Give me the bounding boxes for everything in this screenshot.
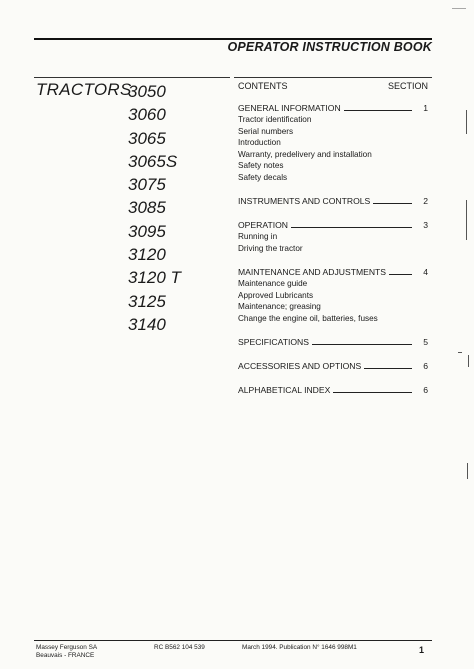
document-title: OPERATOR INSTRUCTION BOOK bbox=[227, 40, 432, 54]
section-title: MAINTENANCE AND ADJUSTMENTS bbox=[238, 267, 387, 277]
section-title: SPECIFICATIONS bbox=[238, 337, 309, 347]
scan-mark bbox=[458, 352, 462, 353]
toc-section-heading bbox=[238, 195, 428, 207]
toc-subitem: Change the engine oil, batteries, fuses bbox=[238, 313, 378, 323]
toc-section bbox=[238, 195, 428, 207]
leader-line bbox=[373, 195, 412, 204]
section-title: GENERAL INFORMATION bbox=[238, 103, 341, 113]
section-label: SECTION bbox=[387, 81, 428, 91]
toc-header bbox=[238, 80, 428, 102]
model-item: 3060 bbox=[128, 105, 166, 125]
leader-line bbox=[312, 336, 412, 345]
toc-section bbox=[238, 360, 428, 372]
leader-line bbox=[344, 102, 412, 111]
page-number: 1 bbox=[419, 645, 425, 655]
toc-subitem: Tractor identification bbox=[238, 115, 312, 124]
section-title: OPERATION bbox=[238, 220, 288, 230]
toc-subitem: Maintenance; greasing bbox=[238, 302, 321, 311]
toc-section-heading bbox=[238, 360, 428, 372]
footer-publication: March 1994. Publication N° 1646 998M1 bbox=[242, 644, 357, 651]
leader-line bbox=[389, 266, 412, 275]
right-divider bbox=[234, 77, 432, 78]
contents-label: CONTENTS bbox=[238, 81, 288, 91]
model-item: 3085 bbox=[128, 198, 166, 218]
toc-subitem: Running in bbox=[238, 232, 278, 241]
section-number: 3 bbox=[423, 220, 428, 230]
toc-section bbox=[238, 384, 428, 396]
toc-subitem: Driving the tractor bbox=[238, 243, 303, 253]
model-list bbox=[128, 80, 181, 336]
footer-rc: RC B562 104 539 bbox=[154, 644, 205, 651]
model-item: 3120 bbox=[128, 245, 166, 265]
model-item: 3075 bbox=[128, 175, 166, 195]
toc-section-heading bbox=[238, 384, 428, 396]
footer-company bbox=[36, 644, 97, 660]
section-number: 4 bbox=[423, 267, 428, 277]
toc-section-heading bbox=[238, 266, 428, 278]
toc-subitem: Introduction bbox=[238, 138, 281, 147]
model-item: 3050 bbox=[128, 82, 166, 101]
scan-mark bbox=[467, 463, 468, 479]
toc-section bbox=[238, 266, 428, 324]
section-number: 6 bbox=[423, 361, 428, 371]
model-item: 3095 bbox=[128, 221, 166, 241]
toc-section-heading bbox=[238, 102, 428, 114]
scan-mark bbox=[466, 110, 467, 134]
company-name: Massey Ferguson SA bbox=[36, 644, 98, 651]
section-title: ALPHABETICAL INDEX bbox=[238, 385, 331, 395]
section-title: ACCESSORIES AND OPTIONS bbox=[238, 361, 362, 371]
model-item: 3065S bbox=[128, 151, 178, 171]
toc-subitem: Warranty, predelivery and installation bbox=[238, 149, 372, 159]
left-divider bbox=[34, 77, 230, 78]
toc-subitem: Maintenance guide bbox=[238, 279, 308, 288]
table-of-contents bbox=[238, 80, 428, 408]
leader-line bbox=[333, 384, 412, 393]
section-title: INSTRUMENTS AND CONTROLS bbox=[238, 196, 371, 206]
toc-subitem: Safety decals bbox=[238, 172, 288, 182]
section-number: 5 bbox=[423, 337, 428, 347]
section-number: 6 bbox=[423, 385, 428, 395]
toc-section bbox=[238, 219, 428, 254]
model-item: 3125 bbox=[128, 291, 166, 311]
leader-line bbox=[364, 360, 412, 369]
scan-mark bbox=[468, 355, 469, 367]
scan-mark bbox=[452, 8, 466, 9]
toc-subitem: Approved Lubricants bbox=[238, 290, 314, 300]
toc-subitem: Safety notes bbox=[238, 161, 284, 170]
company-location: Beauvais - FRANCE bbox=[36, 652, 95, 659]
toc-subitem: Serial numbers bbox=[238, 126, 294, 136]
model-item: 3120 T bbox=[128, 268, 181, 288]
model-item: 3065 bbox=[128, 128, 166, 148]
toc-section bbox=[238, 102, 428, 183]
toc-sections bbox=[238, 102, 428, 396]
scan-mark bbox=[466, 200, 467, 240]
section-number: 2 bbox=[423, 196, 428, 206]
toc-section-heading bbox=[238, 219, 428, 231]
footer-rule bbox=[34, 640, 432, 641]
tractors-label: TRACTORS bbox=[36, 80, 132, 99]
toc-section-heading bbox=[238, 336, 428, 348]
toc-section bbox=[238, 336, 428, 348]
leader-line bbox=[291, 219, 412, 228]
model-item: 3140 bbox=[128, 314, 166, 334]
section-number: 1 bbox=[423, 103, 428, 113]
